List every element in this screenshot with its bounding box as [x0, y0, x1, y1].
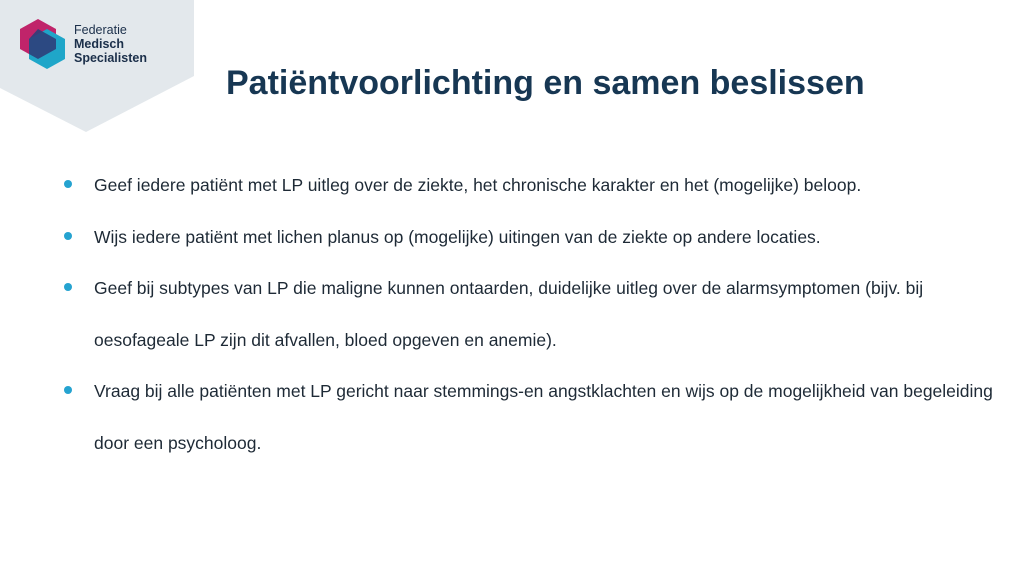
bullet-dot-icon [64, 232, 72, 240]
bullet-text: Geef bij subtypes van LP die maligne kunnen ontaarden, duidelijke uitleg over de alarmsymptomen (bijv. bij oesofageale LP zijn dit afvallen, bloed opgeven en anemie). [94, 278, 924, 350]
logo-wordmark [74, 23, 147, 65]
bullet-text: Wijs iedere patiënt met lichen planus op (mogelijke) uitingen van de ziekte op andere locaties. [94, 226, 821, 247]
bullet-item [60, 366, 1010, 469]
bullet-list [60, 160, 1010, 469]
logo-line-federatie: Federatie [74, 23, 127, 37]
bullet-dot-icon [64, 386, 72, 394]
bullet-dot-icon [64, 283, 72, 291]
logo-line-medisch: Medisch [74, 37, 125, 51]
bullet-item [60, 212, 1010, 264]
logo-hexagon-icon [16, 18, 66, 70]
bullet-item [60, 263, 1010, 366]
slide-title: Patiëntvoorlichting en samen beslissen [226, 64, 865, 102]
logo [16, 18, 147, 70]
bullet-item [60, 160, 1010, 212]
bullet-text: Geef iedere patiënt met LP uitleg over de ziekte, het chronische karakter en het (mogelijke) beloop. [94, 175, 862, 195]
logo-line-specialisten: Specialisten [74, 51, 147, 65]
bullet-text: Vraag bij alle patiënten met LP gericht naar stemmings-en angstklachten en wijs op de mogelijkheid van begeleiding door een psycholoog. [94, 381, 993, 453]
bullet-dot-icon [64, 180, 72, 188]
